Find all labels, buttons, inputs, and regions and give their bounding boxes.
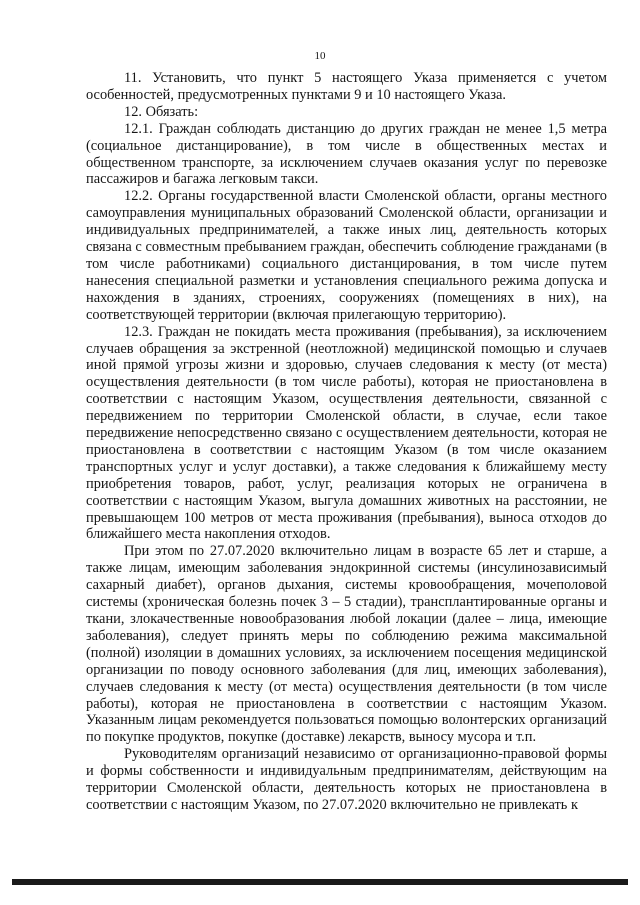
paragraph-12: 12. Обязать:: [124, 103, 199, 120]
paragraph-employers: Руководителям организаций независимо от организационно-правовой формы и формы собственности и индивидуальным предпринимателям, действующим на территории Смоленской области, деятельность которых не приостановлена в соответствии с настоящим Указом, по 27.07.2020 включительно не привлекать к: [86, 746, 607, 813]
paragraph-11: 11. Установить, что пункт 5 настоящего Указа применяется с учетом особенностей, предусмотренных пунктами 9 и 10 настоящего Указа.: [86, 70, 607, 103]
paragraph-12-3: 12.3. Граждан не покидать места проживания (пребывания), за исключением случаев обращения за экстренной (неотложной) медицинской помощью и случаев иной прямой угрозы жизни и здоровью, случаев следования к месту (от места) осуществления деятельности (в том числе работы), которая не приостановлена в соответствии с настоящим Указом, осуществления деятельности, связанной с передвижением по территории Смоленской области, в случае, если такое передвижение непосредственно связано с осуществлением деятельности, которая не приостановлена в соответствии с настоящим Указом (в том числе оказанием транспортных услуг и услуг доставки), а также следования к ближайшему месту приобретения товаров, работ, услуг, реализация которых не ограничена в соответствии с настоящим Указом, выгула домашних животных на расстоянии, не превышающем 100 метров от места проживания (пребывания), выноса отходов до ближайшего места накопления отходов.: [86, 323, 607, 543]
paragraph-isolation: При этом по 27.07.2020 включительно лицам в возрасте 65 лет и старше, а также лицам, имеющим заболевания эндокринной системы (инсулинозависимый сахарный диабет), органов дыхания, системы кровообращения, мочеполовой системы (хроническая болезнь почек 3 – 5 стадии), трансплантированные органы и ткани, злокачественные новообразования любой локации (далее – лица, имеющие заболевания), следует принять меры по соблюдению режима максимальной (полной) изоляции в домашних условиях, за исключением посещения медицинской организации по поводу основного заболевания (для лиц, имеющих заболевания), случаев следования к месту (от места) осуществления деятельности (в том числе работы), которая не приостановлена в соответствии с настоящим Указом. Указанным лицам рекомендуется пользоваться помощью волонтерских организаций по покупке продуктов, покупке (доставке) лекарств, выносу мусора и т.п.: [86, 543, 607, 746]
page-number: 10: [314, 50, 326, 62]
paragraph-12-1: 12.1. Граждан соблюдать дистанцию до других граждан не менее 1,5 метра (социальное дистанцирование), в том числе в общественных местах и общественном транспорте, за исключением случаев оказания услуг по перевозке пассажиров и багажа легковым такси.: [86, 120, 607, 188]
scan-edge-line: [12, 879, 628, 885]
paragraph-12-2: 12.2. Органы государственной власти Смоленской области, органы местного самоуправления муниципальных образований Смоленской области, организации и индивидуальных предпринимателей, а также иных лиц, деятельность которых связана с совместным пребыванием граждан, обеспечить соблюдение гражданами (в том числе работниками) социального дистанцирования, в том числе путем нанесения специальной разметки и установления специального режима допуска и нахождения в зданиях, строениях, сооружениях (помещениях в них), на соответствующей территории (включая прилегающую территорию).: [86, 188, 607, 323]
document-body: [86, 70, 607, 814]
